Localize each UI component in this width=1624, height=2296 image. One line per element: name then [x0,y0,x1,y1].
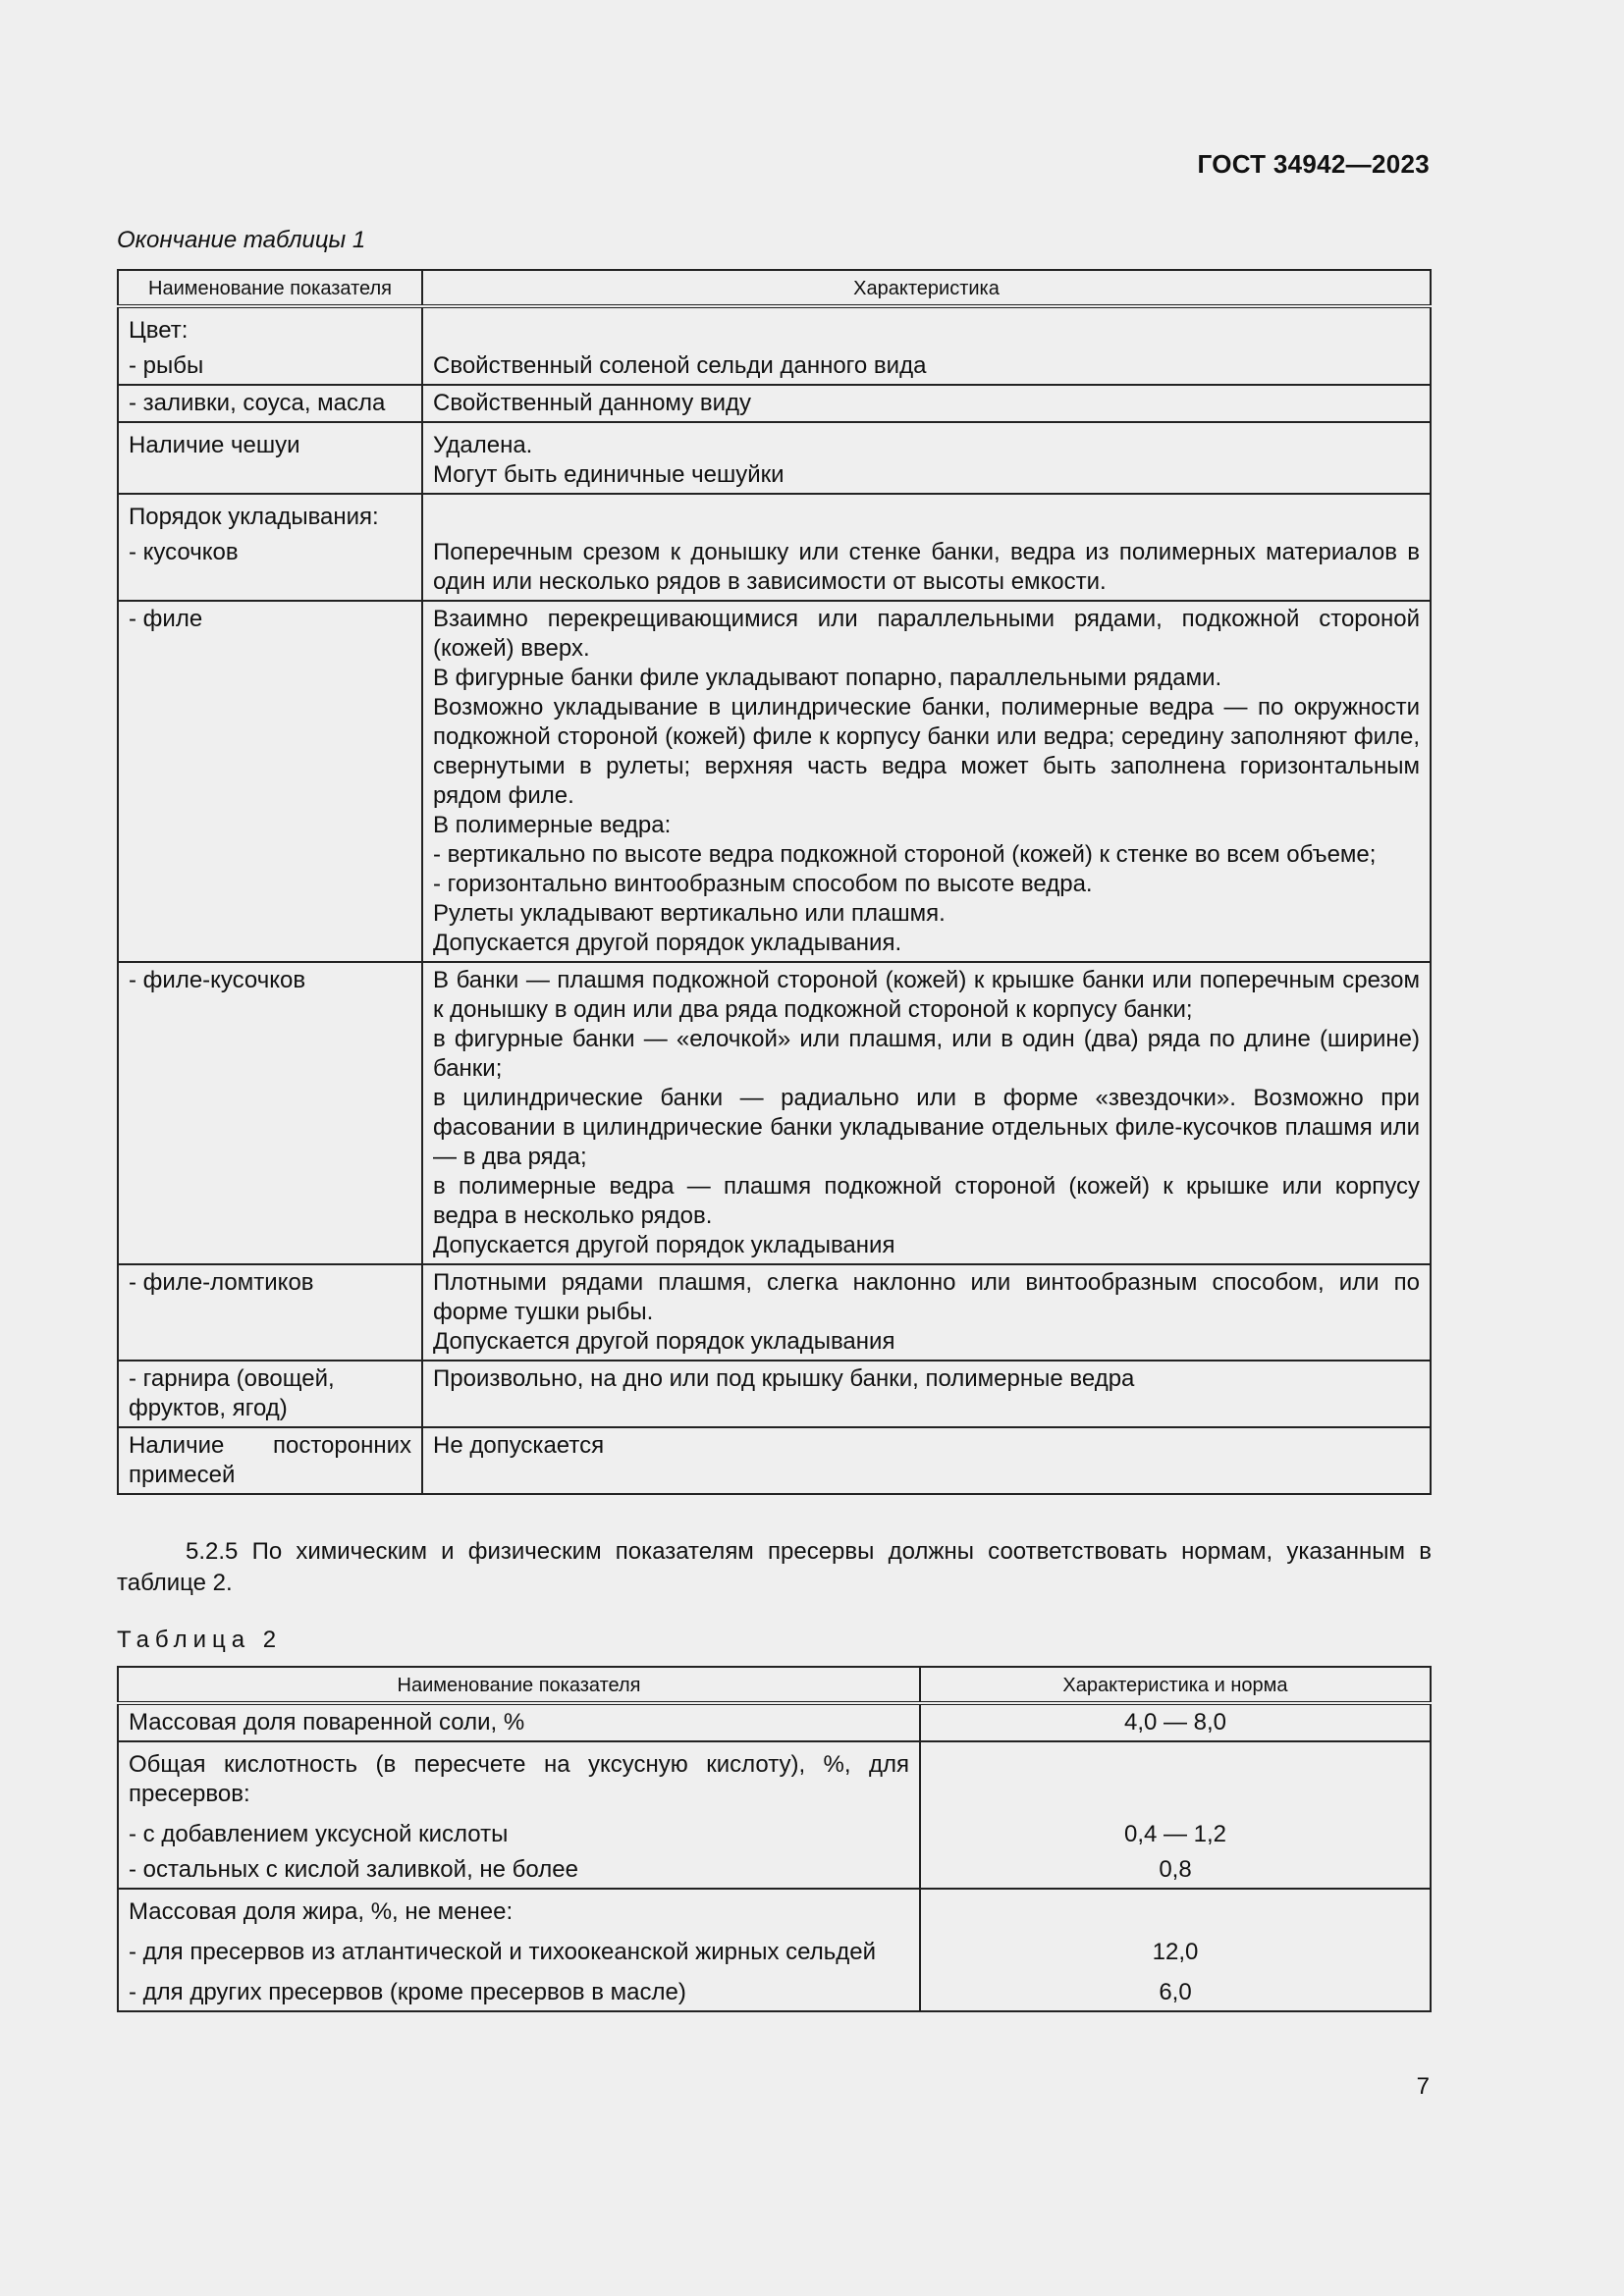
table1-row-value: Взаимно перекрещивающимися или параллельными рядами, подкожной стороной (кожей) вверх. В фигурные банки филе укладывают попарно, параллельными рядами. Возможно укладывание в цилиндрические банки, полимерные ведра — по окружности подкожной стороной (кожей) филе к корпусу банки или ведра; середину заполняют филе, свернутыми в рулеты; верхняя часть ведра может быть заполнена горизонтальным рядом филе. В полимерные ведра: - вертикально по высоте ведра подкожной стороной (кожей) к стенке во всем объеме; - горизонтально винтообразным способом по высоте ведра. Рулеты укладывают вертикально или плашмя. Допускается другой порядок укладывания. [422,601,1431,962]
table1-row-name: - заливки, соуса, масла [118,385,422,422]
table-row [118,1852,1431,1889]
paragraph-5-2-5: 5.2.5 По химическим и физическим показателям пресервы должны соответствовать нормам, указанным в таблице 2. [117,1538,1432,1596]
table-row [118,535,1431,601]
document-id-header: ГОСТ 34942—2023 [1197,149,1430,179]
table-row [118,1427,1431,1494]
table1-row-value [422,306,1431,348]
table1 [117,269,1432,1495]
table1-row-value: Произвольно, на дно или под крышку банки, полимерные ведра [422,1361,1431,1427]
table2-header-value: Характеристика и норма [920,1667,1431,1703]
table2-row-name: Массовая доля жира, %, не менее: [118,1889,920,1930]
table1-row-value: Удалена. Могут быть единичные чешуйки [422,422,1431,494]
table-row [118,348,1431,385]
table1-row-name: - кусочков [118,535,422,601]
table2-row-value [920,1741,1431,1812]
table1-header-row [118,270,1431,306]
table-row [118,1741,1431,1812]
table-row [118,1361,1431,1427]
table1-row-value: Свойственный данному виду [422,385,1431,422]
table2-row-name: Массовая доля поваренной соли, % [118,1703,920,1741]
table-row [118,1930,1431,1970]
table2-row-value: 6,0 [920,1970,1431,2011]
table1-row-value: Свойственный соленой сельди данного вида [422,348,1431,385]
table-row [118,306,1431,348]
table1-row-name: - рыбы [118,348,422,385]
table1-row-name: - филе-кусочков [118,962,422,1264]
table1-row-name: Цвет: [118,306,422,348]
table1-row-name: Порядок укладывания: [118,494,422,535]
table1-row-value: В банки — плашмя подкожной стороной (кожей) к крышке банки или поперечным срезом к донышку в один или два ряда подкожной стороной к корпусу банки; в фигурные банки — «елочкой» или плашмя, или в один (два) ряда по длине (ширине) банки; в цилиндрические банки — радиально или в форме «звездочки». Возможно при фасовании в цилиндрические банки укладывание отдельных филе-кусочков плашмя или — в два ряда; в полимерные ведра — плашмя подкожной стороной (кожей) к крышке или корпусу ведра в несколько рядов. Допускается другой порядок укладывания [422,962,1431,1264]
table2-row-name: - с добавлением уксусной кислоты [118,1812,920,1852]
table2-header-row [118,1667,1431,1703]
table1-row-value: Плотными рядами плашмя, слегка наклонно или винтообразным способом, или по форме тушки рыбы. Допускается другой порядок укладывания [422,1264,1431,1361]
table2-row-value [920,1889,1431,1930]
page-number: 7 [1416,2073,1430,2100]
table2-row-name: Общая кислотность (в пересчете на уксусную кислоту), %, для пресервов: [118,1741,920,1812]
table-row [118,494,1431,535]
table-row [118,1264,1431,1361]
table1-row-name: Наличие чешуи [118,422,422,494]
table-row [118,422,1431,494]
table2-row-value: 0,8 [920,1852,1431,1889]
table1-row-value [422,494,1431,535]
table2-row-value: 0,4 — 1,2 [920,1812,1431,1852]
table1-row-name: Наличие посторонних примесей [118,1427,422,1494]
table2-header-name: Наименование показателя [118,1667,920,1703]
table1-header-name: Наименование показателя [118,270,422,306]
table-row [118,385,1431,422]
table1-caption: Окончание таблицы 1 [117,227,366,253]
table-row [118,1889,1431,1930]
table1-row-name: - филе-ломтиков [118,1264,422,1361]
table-row [118,1812,1431,1852]
table-row [118,601,1431,962]
table2-row-value: 4,0 — 8,0 [920,1703,1431,1741]
table1-row-name: - филе [118,601,422,962]
table2-row-value: 12,0 [920,1930,1431,1970]
table2 [117,1666,1432,2012]
table1-row-value: Не допускается [422,1427,1431,1494]
table-row [118,1703,1431,1741]
table2-caption: Таблица 2 [117,1627,283,1653]
table1-row-value: Поперечным срезом к донышку или стенке банки, ведра из полимерных материалов в один или несколько рядов в зависимости от высоты емкости. [422,535,1431,601]
table2-row-name: - остальных с кислой заливкой, не более [118,1852,920,1889]
table-row [118,1970,1431,2011]
table2-row-name: - для пресервов из атлантической и тихоокеанской жирных сельдей [118,1930,920,1970]
table2-row-name: - для других пресервов (кроме пресервов в масле) [118,1970,920,2011]
table1-header-value: Характеристика [422,270,1431,306]
table1-row-name: - гарнира (овощей, фруктов, ягод) [118,1361,422,1427]
table-row [118,962,1431,1264]
